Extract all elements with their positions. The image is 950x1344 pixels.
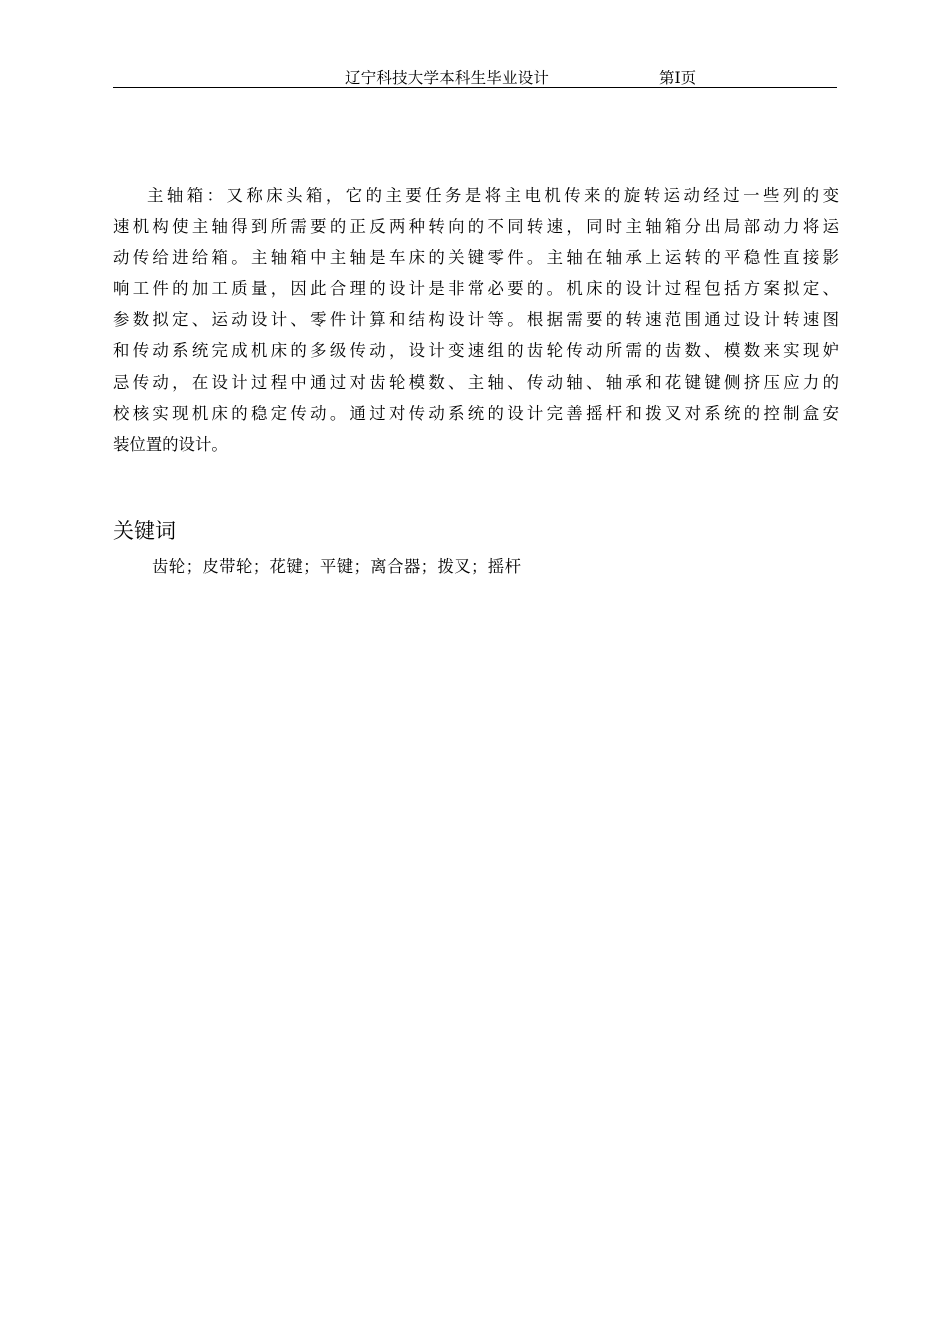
- abstract-line: 响工件的加工质量，因此合理的设计是非常必要的。机床的设计过程包括方案拟定、: [113, 279, 839, 299]
- header-title: 辽宁科技大学本科生毕业设计: [345, 69, 550, 87]
- abstract-line: 参数拟定、运动设计、零件计算和结构设计等。根据需要的转速范围通过设计转速图: [113, 310, 839, 330]
- abstract-paragraph: [113, 180, 839, 460]
- keywords-heading: 关键词: [113, 519, 176, 543]
- abstract-line: 装位置的设计。: [113, 434, 228, 454]
- abstract-line: 和传动系统完成机床的多级传动，设计变速组的齿轮传动所需的齿数、模数来实现妒: [113, 341, 839, 361]
- abstract-line: 速机构使主轴得到所需要的正反两种转向的不同转速，同时主轴箱分出局部动力将运: [113, 217, 839, 237]
- page-header: [113, 63, 837, 88]
- abstract-line: 动传给进给箱。主轴箱中主轴是车床的关键零件。主轴在轴承上运转的平稳性直接影: [113, 248, 839, 268]
- header-page-number: 第I页: [659, 69, 697, 87]
- keywords-list: 齿轮；皮带轮；花键；平键；离合器；拨叉；摇杆: [152, 557, 522, 576]
- abstract-line: 主轴箱：又称床头箱，它的主要任务是将主电机传来的旋转运动经过一些列的变: [147, 186, 839, 205]
- abstract-line: 忌传动，在设计过程中通过对齿轮模数、主轴、传动轴、轴承和花键键侧挤压应力的: [113, 372, 839, 392]
- abstract-line: 校核实现机床的稳定传动。通过对传动系统的设计完善摇杆和拨叉对系统的控制盒安: [113, 403, 839, 423]
